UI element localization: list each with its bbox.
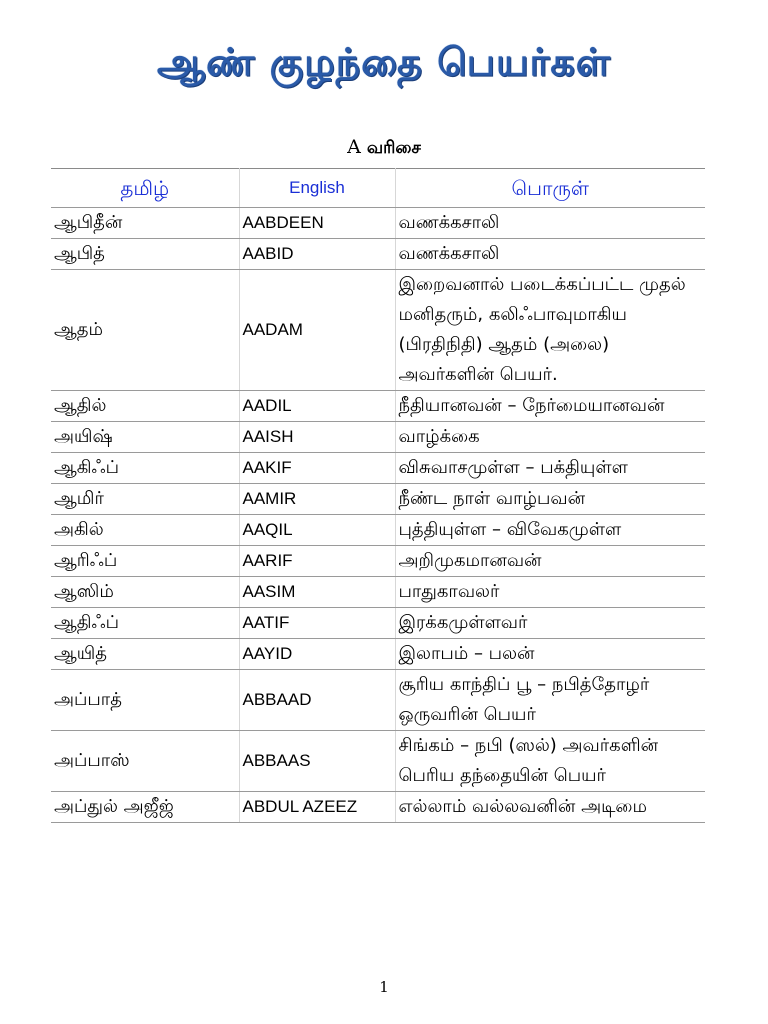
name-english: AAKIF xyxy=(239,453,395,484)
name-tamil: அப்பாஸ் xyxy=(51,731,239,792)
name-english: AATIF xyxy=(239,608,395,639)
name-meaning: விசுவாசமுள்ள – பக்தியுள்ள xyxy=(395,453,705,484)
names-table xyxy=(51,168,705,823)
name-meaning: இரக்கமுள்ளவர் xyxy=(395,608,705,639)
name-meaning: வாழ்க்கை xyxy=(395,422,705,453)
name-meaning: சிங்கம் – நபி (ஸல்) அவர்களின் பெரிய தந்தையின் பெயர் xyxy=(395,731,705,792)
table-row xyxy=(51,422,705,453)
name-tamil: அப்பாத் xyxy=(51,670,239,731)
name-meaning: புத்தியுள்ள – விவேகமுள்ள xyxy=(395,515,705,546)
name-meaning: நீதியானவன் – நேர்மையானவன் xyxy=(395,391,705,422)
table-row xyxy=(51,239,705,270)
name-english: ABBAAS xyxy=(239,731,395,792)
name-tamil: ஆயித் xyxy=(51,639,239,670)
table-row xyxy=(51,515,705,546)
name-english: AASIM xyxy=(239,577,395,608)
table-row xyxy=(51,484,705,515)
name-meaning: அறிமுகமானவன் xyxy=(395,546,705,577)
header-english: English xyxy=(239,169,395,208)
table-row xyxy=(51,391,705,422)
name-tamil: அப்துல் அஜீஜ் xyxy=(51,792,239,823)
table-row xyxy=(51,270,705,391)
table-row xyxy=(51,577,705,608)
table-row xyxy=(51,639,705,670)
page-number: 1 xyxy=(379,978,389,996)
name-english: AAISH xyxy=(239,422,395,453)
name-meaning: வணக்கசாலி xyxy=(395,239,705,270)
section-letter: A xyxy=(347,136,361,158)
table-row xyxy=(51,670,705,731)
name-tamil: ஆபித் xyxy=(51,239,239,270)
table-row xyxy=(51,731,705,792)
table-row xyxy=(51,453,705,484)
name-tamil: ஆகிஃப் xyxy=(51,453,239,484)
name-tamil: ஆதம் xyxy=(51,270,239,391)
table-header-row xyxy=(51,169,705,208)
section-heading xyxy=(0,136,768,160)
name-meaning: இலாபம் – பலன் xyxy=(395,639,705,670)
table-row xyxy=(51,546,705,577)
name-meaning: வணக்கசாலி xyxy=(395,208,705,239)
name-english: AABDEEN xyxy=(239,208,395,239)
table-row xyxy=(51,208,705,239)
name-english: AABID xyxy=(239,239,395,270)
name-tamil: ஆதில் xyxy=(51,391,239,422)
header-meaning: பொருள் xyxy=(395,169,705,208)
name-english: AAQIL xyxy=(239,515,395,546)
name-meaning: இறைவனால் படைக்கப்பட்ட முதல் மனிதரும், கலிஃபாவுமாகிய (பிரதிநிதி) ஆதம் (அலை) அவர்களின் பெயர். xyxy=(395,270,705,391)
name-english: AAMIR xyxy=(239,484,395,515)
name-tamil: ஆஸிம் xyxy=(51,577,239,608)
name-english: ABBAAD xyxy=(239,670,395,731)
name-tamil: அகில் xyxy=(51,515,239,546)
name-english: AAYID xyxy=(239,639,395,670)
name-meaning: எல்லாம் வல்லவனின் அடிமை xyxy=(395,792,705,823)
header-tamil: தமிழ் xyxy=(51,169,239,208)
name-english: ABDUL AZEEZ xyxy=(239,792,395,823)
table-row xyxy=(51,792,705,823)
name-english: AADAM xyxy=(239,270,395,391)
name-meaning: பாதுகாவலர் xyxy=(395,577,705,608)
name-meaning: சூரிய காந்திப் பூ – நபித்தோழர் ஒருவரின் பெயர் xyxy=(395,670,705,731)
name-english: AADIL xyxy=(239,391,395,422)
name-tamil: ஆபிதீன் xyxy=(51,208,239,239)
name-meaning: நீண்ட நாள் வாழ்பவன் xyxy=(395,484,705,515)
section-label: வரிசை xyxy=(366,138,421,158)
name-tamil: ஆரிஃப் xyxy=(51,546,239,577)
table-row xyxy=(51,608,705,639)
page-title: ஆண் குழந்தை பெயர்கள் xyxy=(157,40,611,84)
name-english: AARIF xyxy=(239,546,395,577)
name-tamil: ஆதிஃப் xyxy=(51,608,239,639)
name-tamil: ஆமிர் xyxy=(51,484,239,515)
name-tamil: அயிஷ் xyxy=(51,422,239,453)
